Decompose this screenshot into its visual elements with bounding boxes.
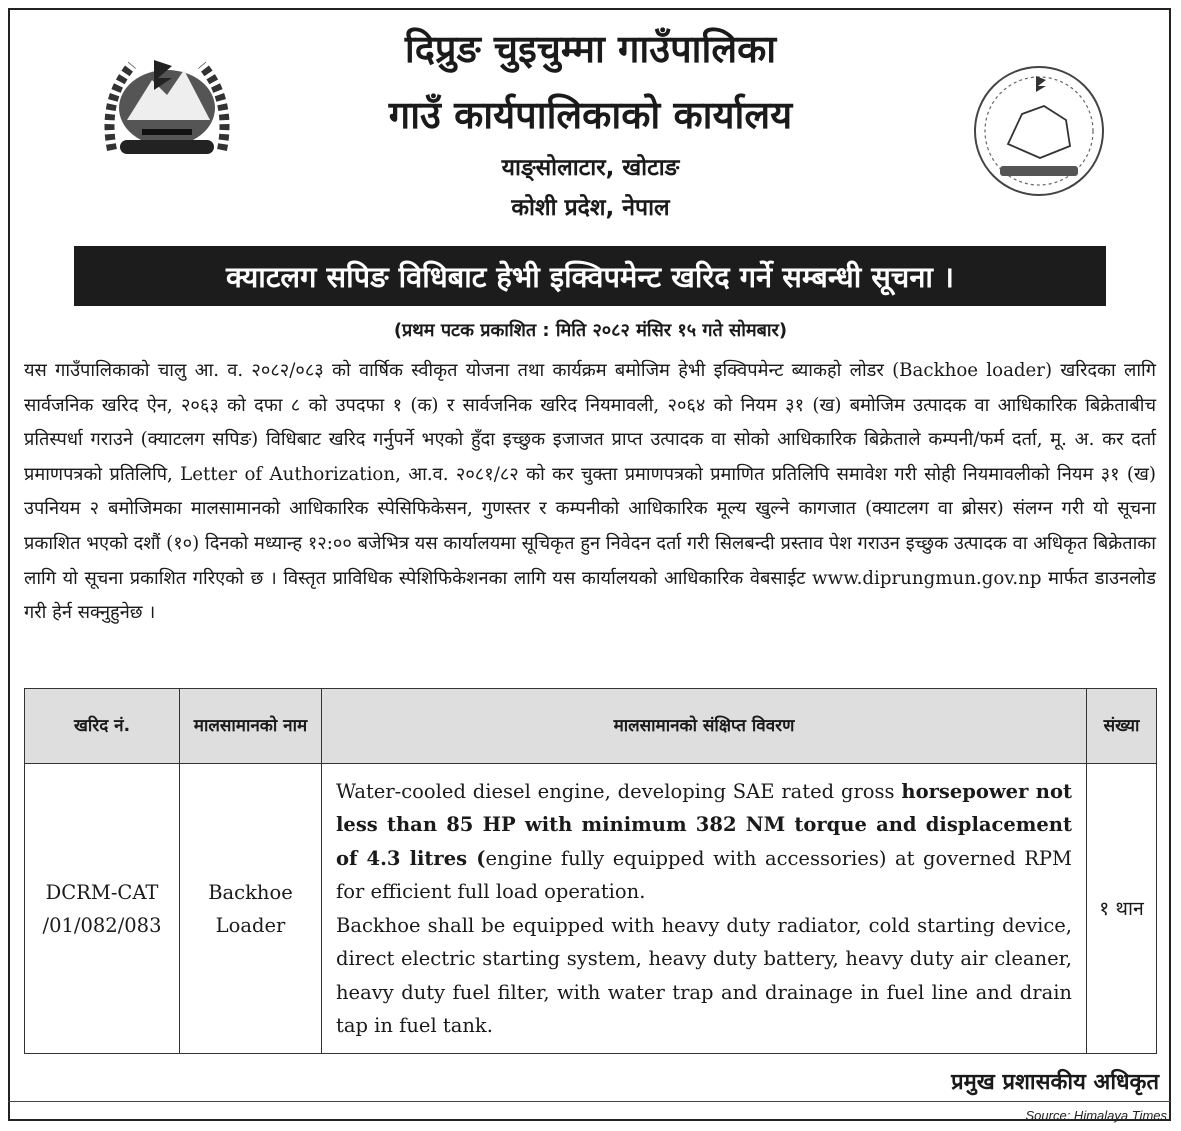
header-item-name: मालसामानको नाम <box>180 689 322 764</box>
notice-title-banner <box>74 246 1106 306</box>
table-row <box>25 764 1157 1054</box>
description-engine-start: Water-cooled diesel engine, developing SAE rated gross <box>336 779 902 803</box>
footer-divider <box>8 1101 1171 1102</box>
header-quantity: संख्या <box>1087 689 1157 764</box>
office-name: गाउँ कार्यपालिकाको कार्यालय <box>388 93 793 137</box>
header-procurement-no: खरिद नं. <box>25 689 180 764</box>
description-engine-spec: horsepower not less than 85 HP with minimum 382 NM torque and displacement of 4.3 litres ( <box>336 779 1072 870</box>
office-location: याङ्सोलाटार, खोटाङ <box>501 155 680 181</box>
item-name: Backhoe Loader <box>180 764 322 1054</box>
description-engine <box>336 775 1072 909</box>
procurement-number: DCRM-CAT /01/082/083 <box>25 764 180 1054</box>
signatory-title: प्रमुख प्रशासकीय अधिकृत <box>951 1070 1159 1095</box>
item-quantity: १ थान <box>1087 764 1157 1054</box>
item-description <box>322 764 1087 1054</box>
notice-title: क्याटलग सपिङ विधिबाट हेभी इक्विपमेन्ट खरिद गर्ने सम्बन्धी सूचना । <box>225 259 955 294</box>
province-name: कोशी प्रदेश, नेपाल <box>511 195 670 221</box>
source-credit: Source: Himalaya Times <box>1025 1108 1167 1123</box>
table-header-row <box>25 689 1157 764</box>
procurement-table <box>24 688 1157 1054</box>
municipality-name: दिप्रुङ चुइचुम्मा गाउँपालिका <box>404 27 777 71</box>
description-equipment: Backhoe shall be equipped with heavy duty radiator, cold starting device, direct electric starting system, heavy duty battery, heavy duty air cleaner, heavy duty fuel filter, with water trap and drainage in fuel line and drain tap in fuel tank. <box>336 913 1072 1037</box>
notice-body: यस गाउँपालिकाको चालु आ. व. २०८२/०८३ को वार्षिक स्वीकृत योजना तथा कार्यक्रम बमोजिम हेभी इक्विपमेन्ट ब्याकहो लोडर (Backhoe loader) खरिदका लागि सार्वजनिक खरिद ऐन, २०६३ को दफा ८ को उपदफा १ (क) र सार्वजनिक खरिद नियमावली, २०६४ को नियम ३१ (ख) बमोजिम उत्पादक वा आधिकारिक बिक्रेताबीच प्रतिस्पर्धा गराउने (क्याटलग सपिङ) विधिबाट खरिद गर्नुपर्ने भएको हुँदा इच्छुक इजाजत प्राप्त उत्पादक वा सोको आधिकारिक बिक्रेताले कम्पनी/फर्म दर्ता, मू. अ. कर दर्ता प्रमाणपत्रको प्रतिलिपि, Letter of Authorization, आ.व. २०८१/८२ को कर चुक्ता प्रमाणपत्रको प्रमाणित प्रतिलिपि समावेश गरी सोही नियमावलीको नियम ३१ (ख) उपनियम २ बमोजिमका मालसामानको आधिकारिक स्पेसिफिकेसन, गुणस्तर र कम्पनीको आधिकारिक मूल्य खुल्ने कागजात (क्याटलग वा ब्रोसर) संलग्न गरी यो सूचना प्रकाशित भएको दशौं (१०) दिनको मध्यान्ह १२:०० बजेभित्र यस कार्यालयमा सूचिकृत हुन निवेदन दर्ता गरी सिलबन्दी प्रस्ताव पेश गराउन इच्छुक उत्पादक वा अधिकृत बिक्रेताका लागि यो सूचना प्रकाशित गरिएको छ । विस्तृत प्राविधिक स्पेशिफिकेशनका लागि यस कार्यालयको आधिकारिक वेबसाईट www.diprungmun.gov.np मार्फत डाउनलोड गरी हेर्न सक्नुहुनेछ । <box>24 360 1156 624</box>
publication-date-note: (प्रथम पटक प्रकाशित : मिति २०८२ मंसिर १५ गते सोमबार) <box>393 320 788 341</box>
description-engine-end: engine fully equipped with accessories) at governed RPM for efficient full load operation. <box>336 846 1072 903</box>
header-description: मालसामानको संक्षिप्त विवरण <box>322 689 1087 764</box>
